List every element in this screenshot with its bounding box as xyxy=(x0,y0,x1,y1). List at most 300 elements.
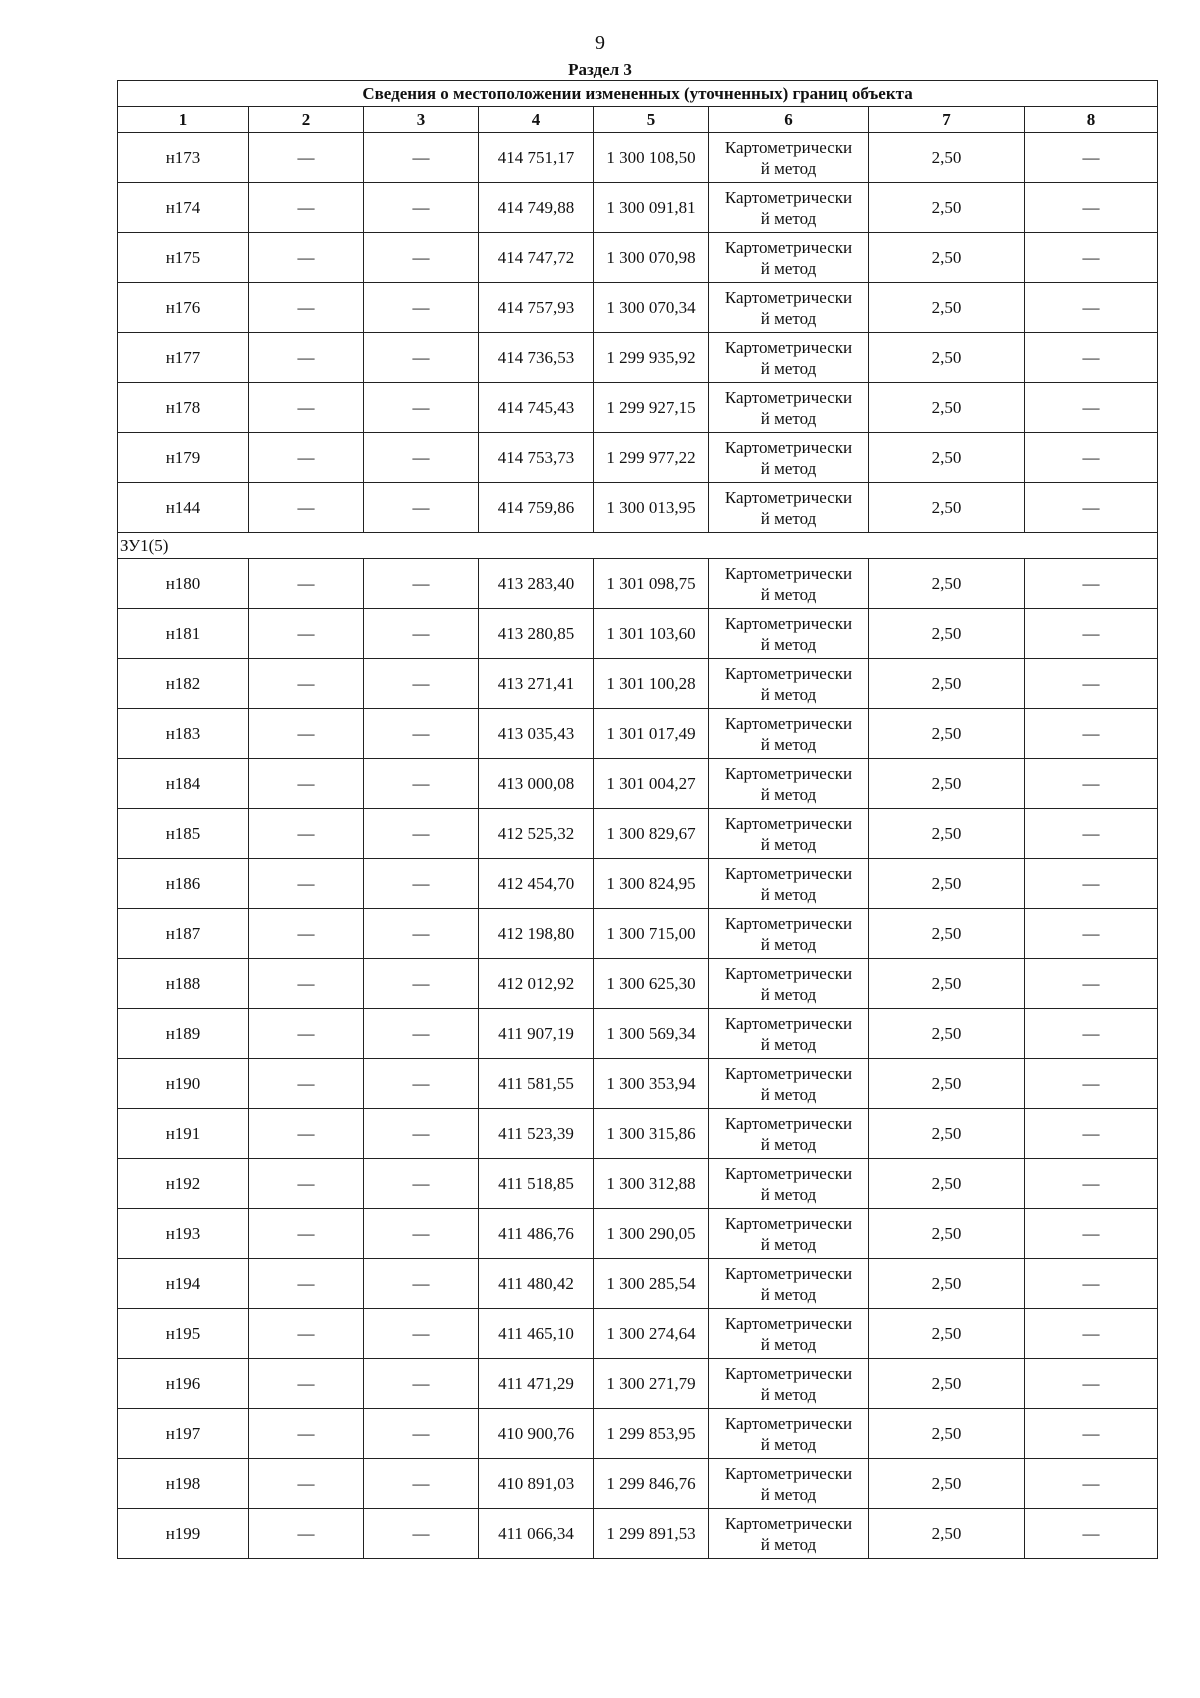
y-coordinate-cell: 1 300 108,50 xyxy=(594,133,709,183)
y-coordinate-cell: 1 299 977,22 xyxy=(594,433,709,483)
y-coordinate-cell: 1 300 070,98 xyxy=(594,233,709,283)
method-line-1: Картометрически xyxy=(724,437,853,457)
precision-cell: 2,50 xyxy=(869,559,1025,609)
method-line-2: й метод xyxy=(760,158,817,178)
point-cell: н196 xyxy=(118,1359,249,1409)
point-cell: н174 xyxy=(118,183,249,233)
y-coordinate-cell: 1 299 927,15 xyxy=(594,383,709,433)
column-3-cell: — xyxy=(364,1059,479,1109)
method-line-1: Картометрически xyxy=(724,813,853,833)
column-3-cell: — xyxy=(364,1409,479,1459)
x-coordinate-cell: 411 518,85 xyxy=(479,1159,594,1209)
method-cell xyxy=(709,659,869,709)
group-row xyxy=(118,533,1158,559)
point-cell: н191 xyxy=(118,1109,249,1159)
method-line-2: й метод xyxy=(760,1284,817,1304)
table-row xyxy=(118,709,1158,759)
precision-cell: 2,50 xyxy=(869,1459,1025,1509)
method-line-1: Картометрически xyxy=(724,1463,853,1483)
column-8-cell: — xyxy=(1025,183,1158,233)
column-2-cell: — xyxy=(249,1209,364,1259)
precision-cell: 2,50 xyxy=(869,233,1025,283)
column-8-cell: — xyxy=(1025,333,1158,383)
method-line-1: Картометрически xyxy=(724,1063,853,1083)
x-coordinate-cell: 413 035,43 xyxy=(479,709,594,759)
column-8-cell: — xyxy=(1025,383,1158,433)
x-coordinate-cell: 411 471,29 xyxy=(479,1359,594,1409)
y-coordinate-cell: 1 300 285,54 xyxy=(594,1259,709,1309)
table-row xyxy=(118,759,1158,809)
table-row xyxy=(118,1309,1158,1359)
table-row xyxy=(118,283,1158,333)
column-2-cell: — xyxy=(249,559,364,609)
method-line-1: Картометрически xyxy=(724,963,853,983)
table-row xyxy=(118,559,1158,609)
method-line-2: й метод xyxy=(760,408,817,428)
y-coordinate-cell: 1 300 290,05 xyxy=(594,1209,709,1259)
method-line-1: Картометрически xyxy=(724,387,853,407)
method-line-2: й метод xyxy=(760,834,817,854)
column-2-cell: — xyxy=(249,759,364,809)
column-2-cell: — xyxy=(249,959,364,1009)
method-line-2: й метод xyxy=(760,984,817,1004)
column-2-cell: — xyxy=(249,433,364,483)
point-cell: н144 xyxy=(118,483,249,533)
column-3-cell: — xyxy=(364,483,479,533)
method-line-1: Картометрически xyxy=(724,863,853,883)
column-2-cell: — xyxy=(249,1409,364,1459)
method-line-2: й метод xyxy=(760,508,817,528)
column-number: 5 xyxy=(594,107,709,133)
method-line-2: й метод xyxy=(760,1034,817,1054)
point-cell: н177 xyxy=(118,333,249,383)
method-line-1: Картометрически xyxy=(724,487,853,507)
y-coordinate-cell: 1 300 625,30 xyxy=(594,959,709,1009)
method-line-1: Картометрически xyxy=(724,1513,853,1533)
x-coordinate-cell: 414 751,17 xyxy=(479,133,594,183)
x-coordinate-cell: 411 480,42 xyxy=(479,1259,594,1309)
column-8-cell: — xyxy=(1025,283,1158,333)
method-line-1: Картометрически xyxy=(724,337,853,357)
method-cell xyxy=(709,333,869,383)
x-coordinate-cell: 414 753,73 xyxy=(479,433,594,483)
y-coordinate-cell: 1 300 070,34 xyxy=(594,283,709,333)
precision-cell: 2,50 xyxy=(869,133,1025,183)
column-3-cell: — xyxy=(364,133,479,183)
method-cell xyxy=(709,1309,869,1359)
table-body-part1 xyxy=(118,133,1158,533)
method-cell xyxy=(709,1409,869,1459)
point-cell: н198 xyxy=(118,1459,249,1509)
column-8-cell: — xyxy=(1025,433,1158,483)
column-2-cell: — xyxy=(249,1459,364,1509)
y-coordinate-cell: 1 299 935,92 xyxy=(594,333,709,383)
y-coordinate-cell: 1 300 315,86 xyxy=(594,1109,709,1159)
method-line-2: й метод xyxy=(760,358,817,378)
table-row xyxy=(118,809,1158,859)
method-line-1: Картометрически xyxy=(724,713,853,733)
coordinates-table xyxy=(117,80,1158,1559)
precision-cell: 2,50 xyxy=(869,909,1025,959)
precision-cell: 2,50 xyxy=(869,659,1025,709)
column-2-cell: — xyxy=(249,609,364,659)
precision-cell: 2,50 xyxy=(869,283,1025,333)
column-8-cell: — xyxy=(1025,809,1158,859)
column-number: 8 xyxy=(1025,107,1158,133)
column-3-cell: — xyxy=(364,1459,479,1509)
point-cell: н189 xyxy=(118,1009,249,1059)
table-row xyxy=(118,233,1158,283)
section-title: Раздел 3 xyxy=(568,60,632,79)
y-coordinate-cell: 1 300 569,34 xyxy=(594,1009,709,1059)
point-cell: н194 xyxy=(118,1259,249,1309)
method-cell xyxy=(709,909,869,959)
x-coordinate-cell: 414 736,53 xyxy=(479,333,594,383)
x-coordinate-cell: 414 759,86 xyxy=(479,483,594,533)
method-cell xyxy=(709,559,869,609)
method-line-2: й метод xyxy=(760,1334,817,1354)
method-line-1: Картометрически xyxy=(724,1013,853,1033)
method-line-2: й метод xyxy=(760,1484,817,1504)
precision-cell: 2,50 xyxy=(869,609,1025,659)
column-3-cell: — xyxy=(364,433,479,483)
column-8-cell: — xyxy=(1025,909,1158,959)
x-coordinate-cell: 413 283,40 xyxy=(479,559,594,609)
column-2-cell: — xyxy=(249,859,364,909)
table-row xyxy=(118,433,1158,483)
column-3-cell: — xyxy=(364,759,479,809)
method-line-2: й метод xyxy=(760,458,817,478)
method-cell xyxy=(709,1359,869,1409)
method-cell xyxy=(709,1259,869,1309)
y-coordinate-cell: 1 300 274,64 xyxy=(594,1309,709,1359)
column-number: 7 xyxy=(869,107,1025,133)
method-line-2: й метод xyxy=(760,584,817,604)
precision-cell: 2,50 xyxy=(869,333,1025,383)
column-8-cell: — xyxy=(1025,483,1158,533)
column-8-cell: — xyxy=(1025,1109,1158,1159)
point-cell: н180 xyxy=(118,559,249,609)
point-cell: н178 xyxy=(118,383,249,433)
y-coordinate-cell: 1 300 013,95 xyxy=(594,483,709,533)
table-row xyxy=(118,133,1158,183)
column-8-cell: — xyxy=(1025,1459,1158,1509)
column-2-cell: — xyxy=(249,1159,364,1209)
method-line-1: Картометрически xyxy=(724,1363,853,1383)
column-8-cell: — xyxy=(1025,1009,1158,1059)
method-line-2: й метод xyxy=(760,784,817,804)
precision-cell: 2,50 xyxy=(869,1259,1025,1309)
column-2-cell: — xyxy=(249,1059,364,1109)
column-3-cell: — xyxy=(364,383,479,433)
precision-cell: 2,50 xyxy=(869,383,1025,433)
table-row xyxy=(118,1209,1158,1259)
column-2-cell: — xyxy=(249,483,364,533)
method-cell xyxy=(709,233,869,283)
x-coordinate-cell: 412 454,70 xyxy=(479,859,594,909)
table-row xyxy=(118,1409,1158,1459)
y-coordinate-cell: 1 301 100,28 xyxy=(594,659,709,709)
column-number: 3 xyxy=(364,107,479,133)
method-cell xyxy=(709,759,869,809)
point-cell: н197 xyxy=(118,1409,249,1459)
method-line-2: й метод xyxy=(760,308,817,328)
method-cell xyxy=(709,483,869,533)
point-cell: н179 xyxy=(118,433,249,483)
column-2-cell: — xyxy=(249,1009,364,1059)
column-3-cell: — xyxy=(364,909,479,959)
point-cell: н187 xyxy=(118,909,249,959)
column-8-cell: — xyxy=(1025,133,1158,183)
method-line-2: й метод xyxy=(760,884,817,904)
column-2-cell: — xyxy=(249,709,364,759)
table-caption: Сведения о местоположении измененных (уточненных) границ объекта xyxy=(118,81,1158,107)
y-coordinate-cell: 1 299 846,76 xyxy=(594,1459,709,1509)
x-coordinate-cell: 411 523,39 xyxy=(479,1109,594,1159)
method-line-2: й метод xyxy=(760,258,817,278)
column-3-cell: — xyxy=(364,1159,479,1209)
column-number: 6 xyxy=(709,107,869,133)
table-row xyxy=(118,483,1158,533)
method-line-2: й метод xyxy=(760,1434,817,1454)
point-cell: н182 xyxy=(118,659,249,709)
column-3-cell: — xyxy=(364,1359,479,1409)
method-line-2: й метод xyxy=(760,1184,817,1204)
precision-cell: 2,50 xyxy=(869,483,1025,533)
method-line-1: Картометрически xyxy=(724,1163,853,1183)
method-line-2: й метод xyxy=(760,634,817,654)
column-8-cell: — xyxy=(1025,709,1158,759)
table-row xyxy=(118,1359,1158,1409)
column-2-cell: — xyxy=(249,1359,364,1409)
column-8-cell: — xyxy=(1025,1509,1158,1559)
method-line-2: й метод xyxy=(760,1084,817,1104)
column-3-cell: — xyxy=(364,333,479,383)
table-row xyxy=(118,1259,1158,1309)
column-2-cell: — xyxy=(249,233,364,283)
method-line-1: Картометрически xyxy=(724,1213,853,1233)
precision-cell: 2,50 xyxy=(869,1359,1025,1409)
method-cell xyxy=(709,1009,869,1059)
method-line-1: Картометрически xyxy=(724,1263,853,1283)
table-row xyxy=(118,959,1158,1009)
x-coordinate-cell: 412 198,80 xyxy=(479,909,594,959)
y-coordinate-cell: 1 301 004,27 xyxy=(594,759,709,809)
table-row xyxy=(118,859,1158,909)
column-2-cell: — xyxy=(249,183,364,233)
x-coordinate-cell: 413 271,41 xyxy=(479,659,594,709)
column-2-cell: — xyxy=(249,1309,364,1359)
column-3-cell: — xyxy=(364,1209,479,1259)
point-cell: н188 xyxy=(118,959,249,1009)
column-3-cell: — xyxy=(364,859,479,909)
point-cell: н195 xyxy=(118,1309,249,1359)
point-cell: н183 xyxy=(118,709,249,759)
method-line-1: Картометрически xyxy=(724,287,853,307)
x-coordinate-cell: 411 465,10 xyxy=(479,1309,594,1359)
x-coordinate-cell: 410 891,03 xyxy=(479,1459,594,1509)
method-cell xyxy=(709,809,869,859)
column-2-cell: — xyxy=(249,809,364,859)
column-2-cell: — xyxy=(249,1509,364,1559)
method-cell xyxy=(709,709,869,759)
column-8-cell: — xyxy=(1025,1059,1158,1109)
method-cell xyxy=(709,433,869,483)
precision-cell: 2,50 xyxy=(869,809,1025,859)
column-3-cell: — xyxy=(364,659,479,709)
point-cell: н185 xyxy=(118,809,249,859)
method-line-2: й метод xyxy=(760,1134,817,1154)
table-row xyxy=(118,383,1158,433)
column-2-cell: — xyxy=(249,1259,364,1309)
method-line-1: Картометрически xyxy=(724,613,853,633)
precision-cell: 2,50 xyxy=(869,1009,1025,1059)
y-coordinate-cell: 1 299 853,95 xyxy=(594,1409,709,1459)
method-cell xyxy=(709,283,869,333)
column-2-cell: — xyxy=(249,283,364,333)
column-3-cell: — xyxy=(364,1509,479,1559)
method-line-2: й метод xyxy=(760,684,817,704)
method-cell xyxy=(709,1459,869,1509)
x-coordinate-cell: 414 757,93 xyxy=(479,283,594,333)
method-cell xyxy=(709,133,869,183)
x-coordinate-cell: 411 066,34 xyxy=(479,1509,594,1559)
point-cell: н193 xyxy=(118,1209,249,1259)
point-cell: н186 xyxy=(118,859,249,909)
table-row xyxy=(118,1109,1158,1159)
table-row xyxy=(118,333,1158,383)
y-coordinate-cell: 1 301 103,60 xyxy=(594,609,709,659)
precision-cell: 2,50 xyxy=(869,1509,1025,1559)
point-cell: н199 xyxy=(118,1509,249,1559)
table-row xyxy=(118,1059,1158,1109)
column-number-row xyxy=(118,107,1158,133)
method-cell xyxy=(709,1209,869,1259)
table-row xyxy=(118,1159,1158,1209)
x-coordinate-cell: 412 525,32 xyxy=(479,809,594,859)
column-3-cell: — xyxy=(364,1259,479,1309)
y-coordinate-cell: 1 300 312,88 xyxy=(594,1159,709,1209)
x-coordinate-cell: 410 900,76 xyxy=(479,1409,594,1459)
method-line-1: Картометрически xyxy=(724,913,853,933)
point-cell: н184 xyxy=(118,759,249,809)
x-coordinate-cell: 411 486,76 xyxy=(479,1209,594,1259)
y-coordinate-cell: 1 301 098,75 xyxy=(594,559,709,609)
y-coordinate-cell: 1 300 271,79 xyxy=(594,1359,709,1409)
column-2-cell: — xyxy=(249,133,364,183)
method-cell xyxy=(709,1059,869,1109)
method-cell xyxy=(709,609,869,659)
method-line-2: й метод xyxy=(760,1234,817,1254)
column-2-cell: — xyxy=(249,333,364,383)
column-8-cell: — xyxy=(1025,859,1158,909)
method-line-2: й метод xyxy=(760,934,817,954)
table-row xyxy=(118,183,1158,233)
column-2-cell: — xyxy=(249,383,364,433)
precision-cell: 2,50 xyxy=(869,1159,1025,1209)
x-coordinate-cell: 413 280,85 xyxy=(479,609,594,659)
table-row xyxy=(118,1459,1158,1509)
method-line-2: й метод xyxy=(760,1534,817,1554)
method-cell xyxy=(709,383,869,433)
precision-cell: 2,50 xyxy=(869,1109,1025,1159)
precision-cell: 2,50 xyxy=(869,959,1025,1009)
point-cell: н192 xyxy=(118,1159,249,1209)
column-3-cell: — xyxy=(364,809,479,859)
precision-cell: 2,50 xyxy=(869,1309,1025,1359)
y-coordinate-cell: 1 300 715,00 xyxy=(594,909,709,959)
column-8-cell: — xyxy=(1025,1259,1158,1309)
column-number: 2 xyxy=(249,107,364,133)
y-coordinate-cell: 1 300 829,67 xyxy=(594,809,709,859)
point-cell: н176 xyxy=(118,283,249,333)
column-8-cell: — xyxy=(1025,559,1158,609)
method-line-2: й метод xyxy=(760,1384,817,1404)
column-number: 4 xyxy=(479,107,594,133)
column-3-cell: — xyxy=(364,233,479,283)
method-line-1: Картометрически xyxy=(724,663,853,683)
point-cell: н190 xyxy=(118,1059,249,1109)
point-cell: н173 xyxy=(118,133,249,183)
column-8-cell: — xyxy=(1025,609,1158,659)
method-line-1: Картометрически xyxy=(724,137,853,157)
method-cell xyxy=(709,1109,869,1159)
method-cell xyxy=(709,859,869,909)
table-row xyxy=(118,1509,1158,1559)
column-2-cell: — xyxy=(249,909,364,959)
table-row xyxy=(118,909,1158,959)
column-8-cell: — xyxy=(1025,659,1158,709)
column-8-cell: — xyxy=(1025,1409,1158,1459)
method-cell xyxy=(709,1509,869,1559)
column-3-cell: — xyxy=(364,1309,479,1359)
column-8-cell: — xyxy=(1025,233,1158,283)
x-coordinate-cell: 412 012,92 xyxy=(479,959,594,1009)
column-3-cell: — xyxy=(364,709,479,759)
column-8-cell: — xyxy=(1025,959,1158,1009)
column-2-cell: — xyxy=(249,1109,364,1159)
y-coordinate-cell: 1 300 353,94 xyxy=(594,1059,709,1109)
method-line-1: Картометрически xyxy=(724,1113,853,1133)
point-cell: н181 xyxy=(118,609,249,659)
group-section xyxy=(118,533,1158,559)
method-line-1: Картометрически xyxy=(724,563,853,583)
x-coordinate-cell: 414 747,72 xyxy=(479,233,594,283)
column-8-cell: — xyxy=(1025,1209,1158,1259)
column-3-cell: — xyxy=(364,959,479,1009)
x-coordinate-cell: 411 907,19 xyxy=(479,1009,594,1059)
page-number: 9 xyxy=(595,32,605,54)
precision-cell: 2,50 xyxy=(869,859,1025,909)
y-coordinate-cell: 1 300 091,81 xyxy=(594,183,709,233)
column-3-cell: — xyxy=(364,609,479,659)
precision-cell: 2,50 xyxy=(869,759,1025,809)
column-3-cell: — xyxy=(364,1109,479,1159)
column-8-cell: — xyxy=(1025,759,1158,809)
method-line-2: й метод xyxy=(760,208,817,228)
x-coordinate-cell: 414 749,88 xyxy=(479,183,594,233)
column-3-cell: — xyxy=(364,559,479,609)
y-coordinate-cell: 1 299 891,53 xyxy=(594,1509,709,1559)
method-cell xyxy=(709,1159,869,1209)
method-line-1: Картометрически xyxy=(724,1313,853,1333)
column-number: 1 xyxy=(118,107,249,133)
precision-cell: 2,50 xyxy=(869,1409,1025,1459)
y-coordinate-cell: 1 301 017,49 xyxy=(594,709,709,759)
x-coordinate-cell: 413 000,08 xyxy=(479,759,594,809)
column-8-cell: — xyxy=(1025,1309,1158,1359)
x-coordinate-cell: 411 581,55 xyxy=(479,1059,594,1109)
